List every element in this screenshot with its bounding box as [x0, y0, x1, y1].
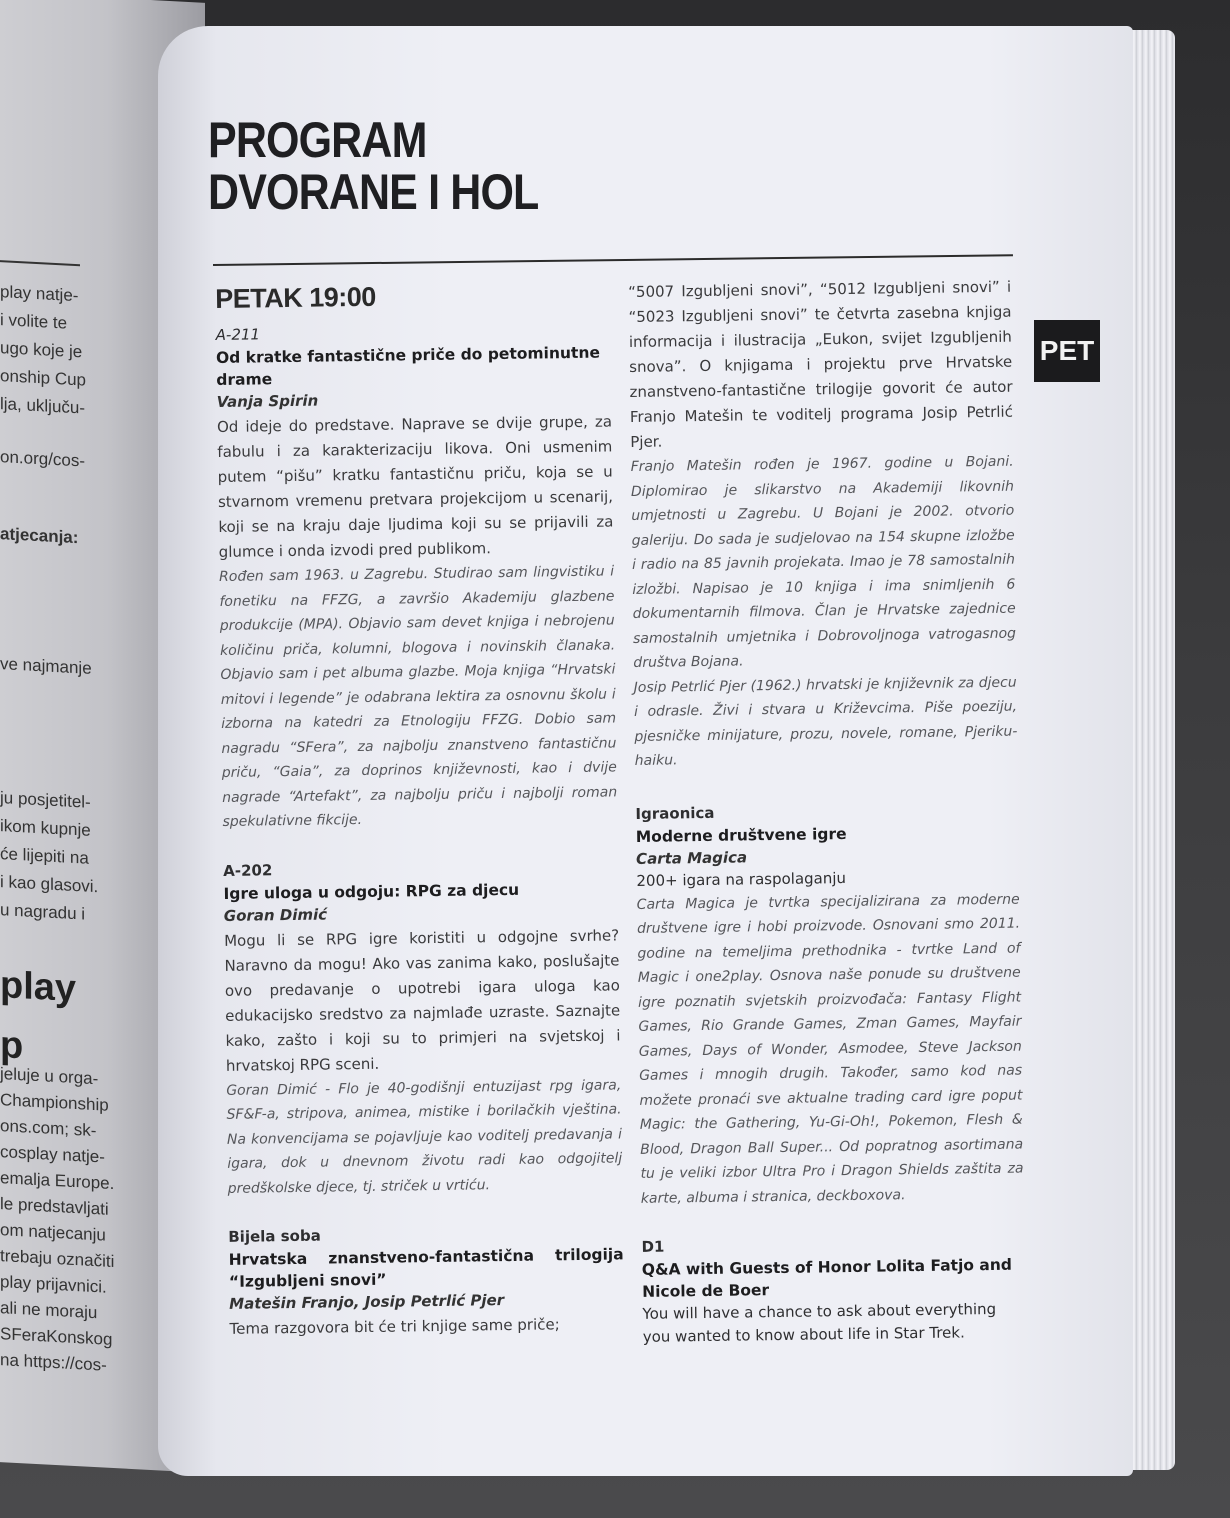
left-page-fragment: ve najmanje: [0, 654, 92, 678]
event-description: Mogu li se RPG igre koristiti u odgojne svrhe? Naravno da mogu! Ako vas zanima kako, poslušajte ovo predavanje o upotrebi igara uloga kao edukacijsko sredstvo za najmlađe uzraste. Saznajte kako, zašto i koji su to primjeri na svjetskoj i hrvatskoj RPG sceni.: [224, 925, 621, 1075]
left-page-fragment: će lijepiti na: [0, 844, 89, 868]
event-bio-matesin: Franjo Matešin rođen je 1967. godine u Bojani. Diplomirao je slikarstvo na Akademiji likovnih umjetnosti u Zagrebu. U Bojani je 2002. otvorio galeriju. Do sada je sudjelovao na 154 skupne izložbe i radio na 85 javnih projekata. Imao je 78 samostalnih izložbi. Napisao je 10 knjiga i ima snimljenih 6 dokumentarnih filmova. Član je Hrvatske zajednice samostalnih umjetnika i Dobrovoljnoga vatrogasnog društva Bojana.: [630, 453, 1017, 671]
left-page-fragment: atjecanja:: [0, 524, 79, 548]
event-room: A-211: [215, 325, 261, 344]
page-title-line-1: PROGRAM: [208, 112, 427, 168]
event-author: Goran Dimić: [223, 904, 328, 925]
event-igraonica: [635, 798, 1024, 1211]
event-author: Matešin Franjo, Josip Petrlić Pjer: [229, 1291, 505, 1313]
left-page-fragment: na https://cos-: [0, 1350, 107, 1375]
left-page-fragment: om natjecanju: [0, 1220, 106, 1245]
left-page-fragment: cosplay natje-: [0, 1142, 105, 1167]
left-page-rule: [0, 260, 80, 266]
event-author: Carta Magica: [635, 847, 748, 868]
event-bio-petrlic: Josip Petrlić Pjer (1962.) hrvatski je književnik za djecu i odrasle. Živi i stvara u Križevcima. Piše poeziju, pjesničke minijature, prozu, novele, romane, Pjeriku-haiku.: [633, 674, 1018, 769]
left-page-fragment: ugo koje je: [0, 338, 83, 362]
event-title: Moderne društvene igre: [635, 824, 847, 846]
event-a202: [223, 855, 623, 1201]
left-page-fragment: onship Cup: [0, 366, 87, 390]
event-d1: [641, 1232, 1026, 1349]
event-bijela-soba: [228, 1221, 625, 1342]
event-room: Igraonica: [635, 803, 715, 823]
event-title: Od kratke fantastične priče do petominutne drame: [215, 343, 601, 389]
page-title: [208, 114, 538, 218]
event-title: Hrvatska znanstveno-fantastična trilogija “Izgubljeni snovi”: [228, 1245, 624, 1291]
left-page-heading: p: [0, 1024, 24, 1068]
event-room: Bijela soba: [228, 1226, 321, 1246]
program-page: [158, 26, 1133, 1476]
event-bio: Rođen sam 1963. u Zagrebu. Studirao sam lingvistiku i fonetiku na FFZG, a završio Akademiju glazbene produkcije (MPA). Objavio sam devet knjiga i nebrojenu količinu priča, kolumni, blogova i novinskih članaka. Objavio sam i pet albuma glazbe. Moja knjiga “Hrvatski mitovi i legende” je odabrana lektira za osnovnu školu i izborna na katedri za Etnologiju FFZG. Dobio sam nagradu “SFera”, za najbolju znanstveno fantastičnu priču, “Gaia”, za doprinos književnosti, kao i dvije nagrade “Artefakt”, za najbolju priču i najbolji roman spekulativne fikcije.: [218, 563, 618, 830]
time-slot-heading: PETAK 19:00: [215, 281, 376, 314]
left-page-heading: play: [0, 964, 77, 1011]
left-page-fragment: i kao glasovi.: [0, 872, 99, 897]
left-page-fragment: ikom kupnje: [0, 816, 91, 840]
event-a211: [216, 319, 618, 834]
event-bio: Carta Magica je tvrtka specijalizirana za moderne društvene igre i hobi proizvode. Osnovani smo 2011. godine na temeljima prethodnika - tvrtke Land of Magic i one2play. Osnova naše ponude su društvene igre poznatih svjetskih proizvođača: Fantasy Flight Games, Rio Grande Games, Zman Games, Mayfair Games, Days of Wonder, Asmodee, Steve Jackson Games i mnogih drugih. Također, samo kod nas možete pronaći sve aktualne trading card igre poput Magic: the Gathering, Yu-Gi-Oh!, Pokemon, Flesh & Blood, Dragon Ball Super... Od popratnog asortimana tu je veliki izbor Ultra Pro i Dragon Shields zaštita za karte, albuma i stranica, deckboxova.: [636, 891, 1024, 1207]
title-divider: [213, 254, 1013, 266]
left-page-fragment: SFeraKonskog: [0, 1324, 113, 1349]
left-page-fragment: le predstavljati: [0, 1194, 109, 1219]
event-author: Vanja Spirin: [216, 391, 319, 411]
event-room: D1: [641, 1237, 665, 1256]
event-room: A-202: [223, 860, 273, 880]
left-page-fragment: Championship: [0, 1090, 109, 1115]
left-page-fragment: u nagradu i: [0, 900, 86, 924]
left-page-fragment: jeluje u orga-: [0, 1064, 99, 1089]
left-page-fragment: i volite te: [0, 310, 68, 333]
event-title: Q&A with Guests of Honor Lolita Fatjo and Nicole de Boer: [641, 1255, 1013, 1301]
day-tab-pet: PET: [1034, 320, 1100, 382]
event-title: Igre uloga u odgoju: RPG za djecu: [223, 880, 520, 903]
event-description: Od ideje do predstave. Naprave se dvije grupe, za fabulu i za karakterizaciju likova. Oni usmenim putem “pišu” kratku fantastičnu priču, koja se u stvarnom vremenu pretvara projekcijom u scenarij, koji se na kraju daje ljudima koji su se prijavili za glumce i onda izvodi pred publikom.: [216, 412, 614, 561]
left-page-fragment: on.org/cos-: [0, 447, 86, 471]
right-column: [628, 273, 1026, 1349]
left-page-fragment: ali ne moraju: [0, 1298, 98, 1323]
left-page-fragment: play prijavnici.: [0, 1272, 107, 1297]
event-description-continued: “5007 Izgubljeni snovi”, “5012 Izgubljeni snovi” i “5023 Izgubljeni snovi” te četvrta zasebna knjiga informacija i ilustracija „Eukon, svijet Izgubljenih snova”. O knjigama i projektu prve Hrvatske znanstveno-fantastične trilogije govorit će autor Franjo Matešin te voditelj programa Josip Petrlić Pjer.: [628, 277, 1014, 451]
event-description: You will have a chance to ask about everything you wanted to know about life in Star Trek.: [642, 1299, 997, 1346]
left-page-fragment: ons.com; sk-: [0, 1116, 97, 1141]
left-column: [215, 278, 625, 1341]
event-bio: Goran Dimić - Flo je 40-godišnji entuzijast rpg igara, SF&F-a, stripova, animea, mistike i borilačkih vještina. Na konvencijama se pojavljuje kao voditelj predavanja i igara, dok u dnevnom životu radi kao odgojitelj predškolske djece, tj. striček u vrtiću.: [226, 1076, 623, 1197]
left-page-fragment: play natje-: [0, 282, 79, 306]
left-page-fragment: trebaju označiti: [0, 1246, 115, 1272]
page-title-line-2: DVORANE I HOL: [208, 164, 539, 220]
left-page-fragment: lja, uključu-: [0, 394, 86, 418]
left-page-fragment: ju posjetitel-: [0, 788, 91, 812]
event-subtitle: 200+ igara na raspolaganju: [636, 868, 847, 890]
event-description: Tema razgovora bit će tri knjige same priče;: [229, 1315, 560, 1338]
left-page-fragment: emalja Europe.: [0, 1168, 115, 1194]
